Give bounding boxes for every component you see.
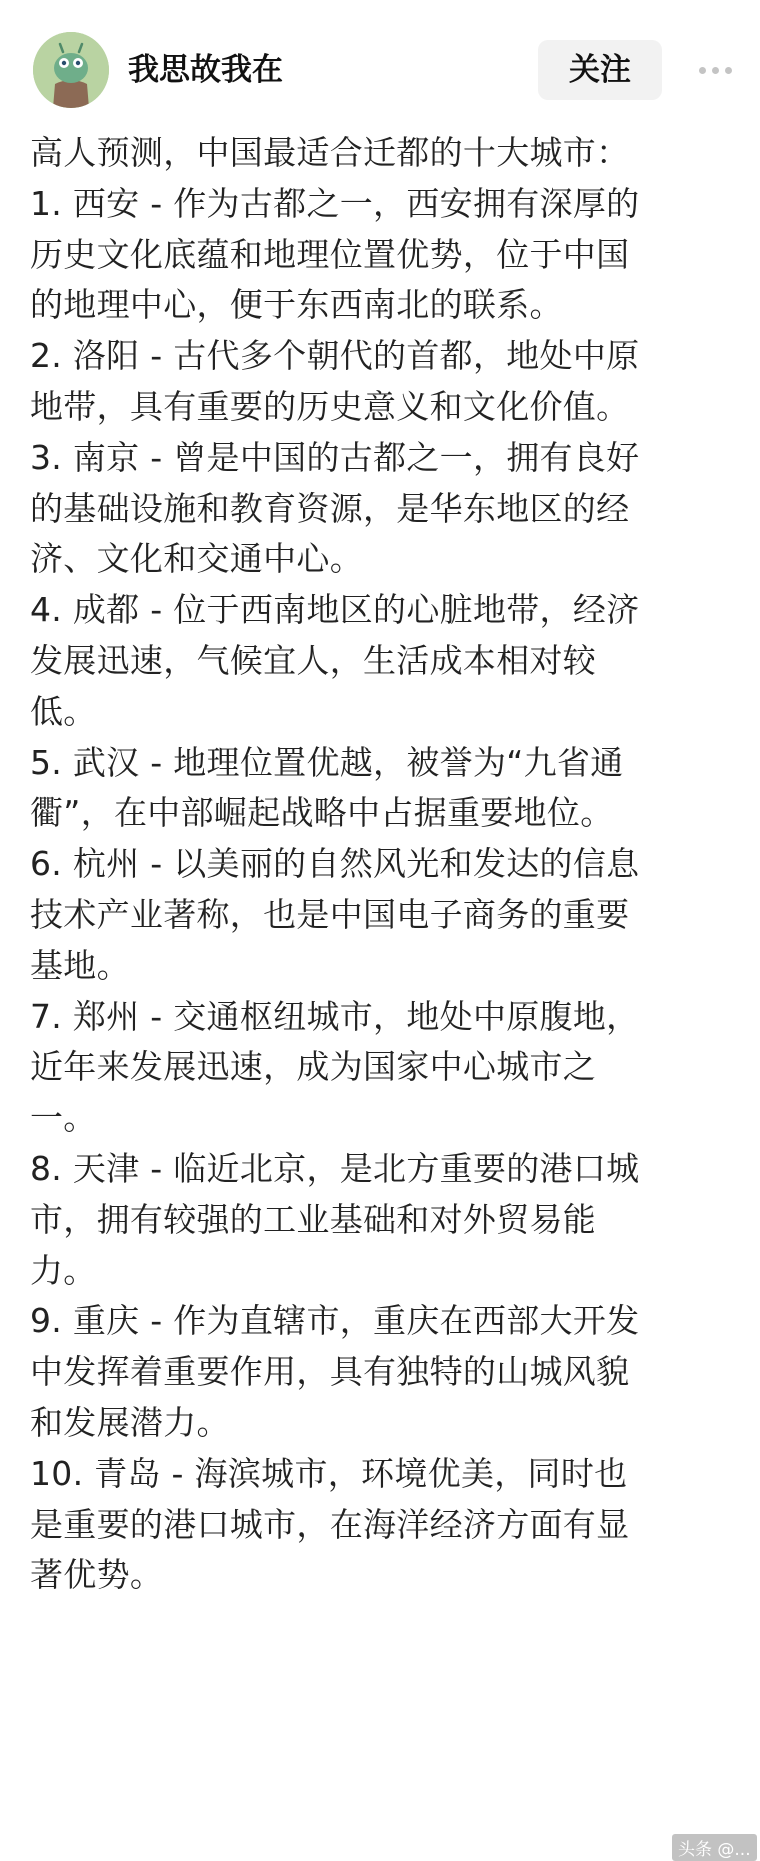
- post-line: 3. 南京 - 曾是中国的古都之一，拥有良好: [30, 437, 640, 477]
- post-line: 6. 杭州 - 以美丽的自然风光和发达的信息: [30, 844, 640, 884]
- author-name[interactable]: 我思故我在: [128, 52, 283, 88]
- post-line: 2. 洛阳 - 古代多个朝代的首都，地处中原: [30, 336, 640, 376]
- post-line: 低。: [30, 691, 97, 731]
- dot: [712, 67, 719, 74]
- dot: [699, 67, 706, 74]
- post-line: 基地。: [30, 945, 130, 985]
- post-line: 中发挥着重要作用，具有独特的山城风貌: [30, 1352, 630, 1392]
- post-body: [30, 128, 730, 1601]
- post-line: 1. 西安 - 作为古都之一，西安拥有深厚的: [30, 183, 640, 223]
- post-line: 7. 郑州 - 交通枢纽城市，地处中原腹地，: [30, 996, 640, 1036]
- post-line: 力。: [30, 1250, 97, 1290]
- post-line: 9. 重庆 - 作为直辖市，重庆在西部大开发: [30, 1301, 640, 1341]
- more-dots-icon[interactable]: [690, 52, 740, 88]
- avatar-figure-icon: [33, 32, 109, 108]
- post-line: 技术产业著称，也是中国电子商务的重要: [30, 894, 630, 934]
- post-line: 衢”，在中部崛起战略中占据重要地位。: [30, 793, 614, 833]
- post-line: 的地理中心，便于东西南北的联系。: [30, 285, 563, 325]
- post-line: 市，拥有较强的工业基础和对外贸易能: [30, 1199, 597, 1239]
- post-line: 是重要的港口城市，在海洋经济方面有显: [30, 1504, 630, 1544]
- post-line: 历史文化底蕴和地理位置优势，位于中国: [30, 234, 630, 274]
- post-line: 著优势。: [30, 1555, 164, 1595]
- post-line: 5. 武汉 - 地理位置优越，被誉为“九省通: [30, 742, 624, 782]
- post-line: 近年来发展迅速，成为国家中心城市之: [30, 1047, 597, 1087]
- post-line: 发展迅速，气候宜人，生活成本相对较: [30, 640, 597, 680]
- avatar[interactable]: [33, 32, 109, 108]
- post-line: 高人预测，中国最适合迁都的十大城市：: [30, 133, 630, 172]
- post-line: 一。: [30, 1098, 97, 1138]
- post-line: 的基础设施和教育资源，是华东地区的经: [30, 488, 630, 528]
- post-line: 济、文化和交通中心。: [30, 539, 363, 579]
- post-line: 4. 成都 - 位于西南地区的心脏地带，经济: [30, 590, 640, 630]
- post-line: 和发展潜力。: [30, 1402, 230, 1442]
- post-line: 地带，具有重要的历史意义和文化价值。: [30, 386, 630, 426]
- post-line: 8. 天津 - 临近北京，是北方重要的港口城: [30, 1148, 640, 1188]
- post-line: 10. 青岛 - 海滨城市，环境优美，同时也: [30, 1453, 628, 1493]
- post-header: [0, 0, 760, 140]
- dot: [725, 67, 732, 74]
- watermark: 头条 @...: [672, 1834, 757, 1861]
- follow-button[interactable]: 关注: [538, 40, 662, 100]
